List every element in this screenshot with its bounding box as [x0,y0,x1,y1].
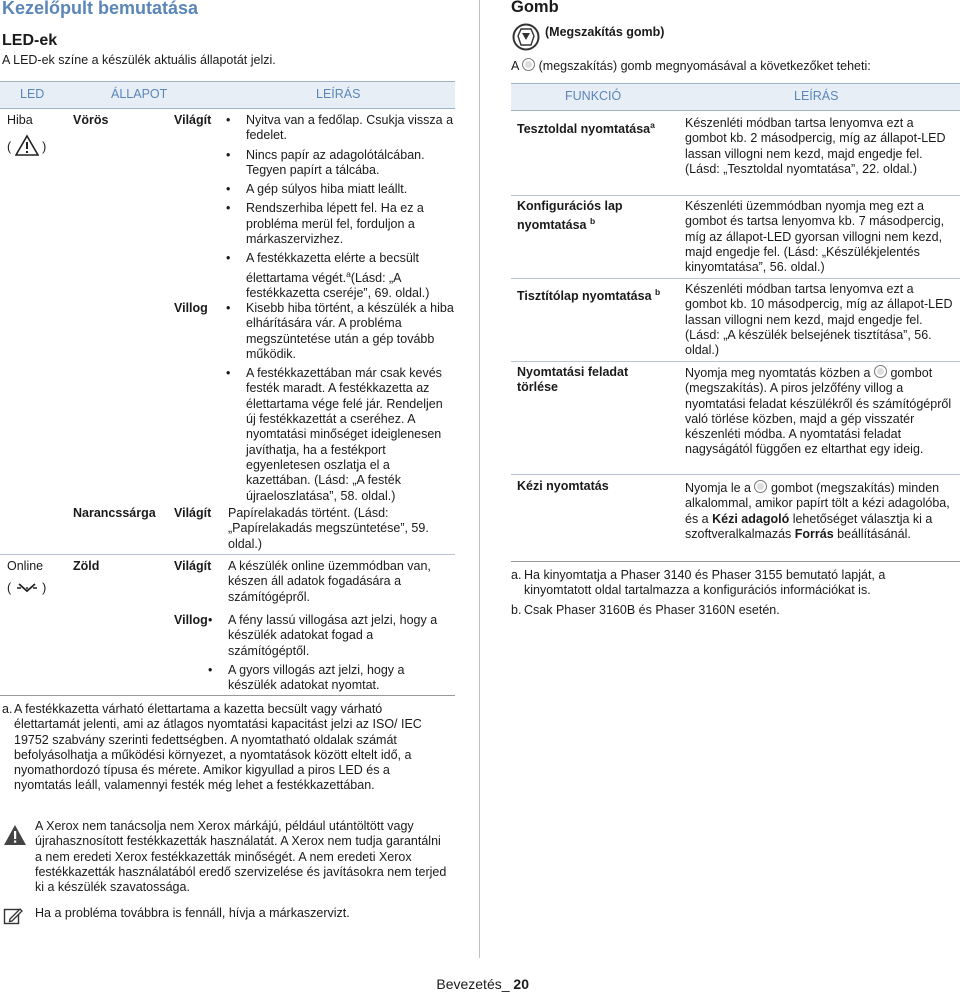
stop-circle-icon [754,480,767,493]
online-bullet: • A fény lassú villogása azt jelzi, hogy a készülék adatokat fogad a számítógéptől. [208,613,454,659]
header-state: ÁLLAPOT [111,87,168,101]
hiba-bullet: • Nyitva van a fedőlap. Csukja vissza a fedelet. [226,113,454,144]
color-green: Zöld [73,559,100,573]
hiba-desc-on [226,113,454,305]
note-pencil-icon [3,906,23,926]
func-config-page: Konfigurációs lap nyomtatása $^b$ [517,199,623,233]
hiba-bullet: • Nincs papír az adagolótálcában. Tegyen papírt a tálcába. [226,148,454,179]
desc-test-page: Készenléti módban tartsa lenyomva ezt a gombot kb. 2 másodpercig, míg az állapot-LED lassan villogni nem kezd, majd engedje fel. (Lásd: „Tesztoldal nyomtatása”, 22. oldal.) [685,116,946,176]
led-table-header [0,81,455,109]
button-section-title: Gomb [511,0,559,16]
header-led: LED [20,87,45,101]
func-cleaning-page: Tisztítólap nyomtatása $^b$ [517,287,661,303]
footnote-a-text: A festékkazetta várható élettartama a kazetta becsült vagy várható élettartamát jelenti, ami az átlagos nyomtatási kapacitást jelzi az ISO/ IEC 19752 szabvány szerinti fedettségben. A nyomtatható oldalak számát befolyásolhatja a működési környezet, a nyomtatások között eltelt idő, a nyomathordozó típusa és mérete. Amikor kigyullad a piros LED és a nyomtatás leáll, valamennyi festék még lehet a festékkazettában. [14,702,422,793]
warning-triangle-icon [15,134,39,156]
state-blink-2: Villog [174,613,208,627]
state-on-1: Világít [174,113,212,127]
footnote-ra-text: Ha kinyomtatja a Phaser 3140 és Phaser 3155 bemutató lapját, a kinyomtatott oldal tartalmazza a konfigurációs információkat is. [524,568,886,598]
hiba-icon-group: ( ) [7,134,46,156]
hiba-bullet: • Rendszerhiba lépett fel. Ha ez a probléma merül fel, forduljon a márkaszervizhez. [226,201,454,247]
footer-chapter: Bevezetés_ [436,976,510,992]
hiba-bullet: • A festékkazettában már csak kevés festék maradt. A festékkazetta az élettartama vége felé jár. Rendeljen új festékkazettát a cseréhez. A nyomtatási minőséget ideiglenesen javíthatja, ha a festékport egyenletesen oszlatja el a kazettában. (Lásd: „A festék újraeloszlatása”, 58. oldal.) [226,366,454,504]
footnote-label-a: a. [2,702,13,716]
button-intro: A (megszakítás) gomb megnyomásával a következőket teheti: [511,59,871,73]
footnote-rb-text: Csak Phaser 3160B és Phaser 3160N esetén. [524,603,780,617]
hiba-bullet: • A gép súlyos hiba miatt leállt. [226,182,454,197]
column-divider [479,0,480,958]
table-bottom-border [0,695,455,696]
desc-config-page: Készenléti üzemmódban nyomja meg ezt a gombot és tartsa lenyomva kb. 7 másodpercig, míg az állapot-LED gyorsan villogni nem kezd, majd engedje fel. (Lásd: „Készülékjelentés kinyomtatása”, 56. oldal.) [685,199,945,275]
online-desc-on: A készülék online üzemmódban van, készen áll adatok fogadására a számítógépről. [228,559,431,604]
caution-icon [3,824,27,846]
table-bottom-border [511,561,960,562]
footnote-label-ra: a. [511,568,522,582]
desc-cancel-job: Nyomja meg nyomtatás közben a gombot (megszakítás). A piros jelzőfény villog a nyomtatási feladat készülékről és számítógépről való törlése közben, majd a gép visszatér készenléti módba. A nyomtatási feladat nagyságától függően ez eltarthat egy ideig. [685,366,952,457]
network-arrows-icon [15,578,39,596]
page-footer [436,976,529,992]
state-on-3: Világít [174,559,212,573]
row-separator [511,195,960,196]
hiba-desc-blink [226,301,454,508]
row-separator [511,278,960,279]
footer-page-number: 20 [513,976,529,992]
func-test-page: Tesztoldal nyomtatása$^a$ [517,120,655,136]
hiba-bullet: • A festékkazetta elérte a becsült élettartama végét.$^a$(Lásd: „A festékkazetta cseréje”, 69. oldal.) [226,251,454,301]
row-separator [511,474,960,475]
state-on-2: Világít [174,506,212,520]
page-title: Kezelőpult bemutatása [2,0,199,18]
desc-manual-print: Nyomja le a gombot (megszakítás) minden alkalommal, amikor papírt tölt a kézi adagolóba, és a Kézi adagoló lehetőséget választja ki a szoftveralkalmazás Forrás beállításánál. [685,481,950,541]
led-name-online: Online [7,559,44,573]
header-func: FUNKCIÓ [565,89,622,103]
led-intro: A LED-ek színe a készülék aktuális állapotát jelzi. [2,53,276,67]
warning-text: A Xerox nem tanácsolja nem Xerox márkájú, például utántöltött vagy újrahasznosított festékkazetták használatát. A Xerox nem tudja garantálni a nem eredeti Xerox festékkazetták minőségét. A nem eredeti Xerox festékkazetták használatából eredő szervizelése és javításokra nem terjed ki a készülék szavatossága. [35,819,447,895]
online-icon-group: ( ) [7,578,46,596]
color-orange: Narancssárga [73,506,156,520]
color-red: Vörös [73,113,109,127]
func-cancel-job: Nyomtatási feladat törlése [517,365,629,395]
header-desc-right: LEÍRÁS [794,89,839,103]
online-bullet: • A gyors villogás azt jelzi, hogy a készülék adatokat nyomtat. [208,663,454,694]
button-table-header [511,83,960,111]
row-separator [0,554,455,555]
hiba-bullet: • Kisebb hiba történt, a készülék a hiba elhárítására vár. A probléma megszüntetése után a gép tovább működik. [226,301,454,362]
state-blink-1: Villog [174,301,208,315]
led-name-hiba: Hiba [7,113,33,127]
func-manual-print: Kézi nyomtatás [517,479,609,493]
footnote-label-rb: b. [511,603,522,617]
note-text: Ha a probléma továbbra is fennáll, hívja a márkaszervizt. [35,906,350,920]
online-desc-blink [208,613,454,697]
desc-cleaning-page: Készenléti módban tartsa lenyomva ezt a gombot kb. 10 másodpercig, míg az állapot-LED lassan villogni nem kezd, majd engedje fel. (Lásd: „A készülék belsejének tisztítása”, 56. oldal.) [685,282,953,358]
header-desc: LEÍRÁS [316,87,361,101]
led-section-title: LED-ek [2,32,58,49]
paper-jam-desc: Papírelakadás történt. (Lásd: „Papírelakadás megszüntetése”, 59. oldal.) [228,506,429,551]
button-name: (Megszakítás gomb) [545,25,665,39]
stop-button-icon [512,23,540,51]
stop-circle-icon [874,365,887,378]
stop-circle-icon [522,58,535,71]
row-separator [511,361,960,362]
